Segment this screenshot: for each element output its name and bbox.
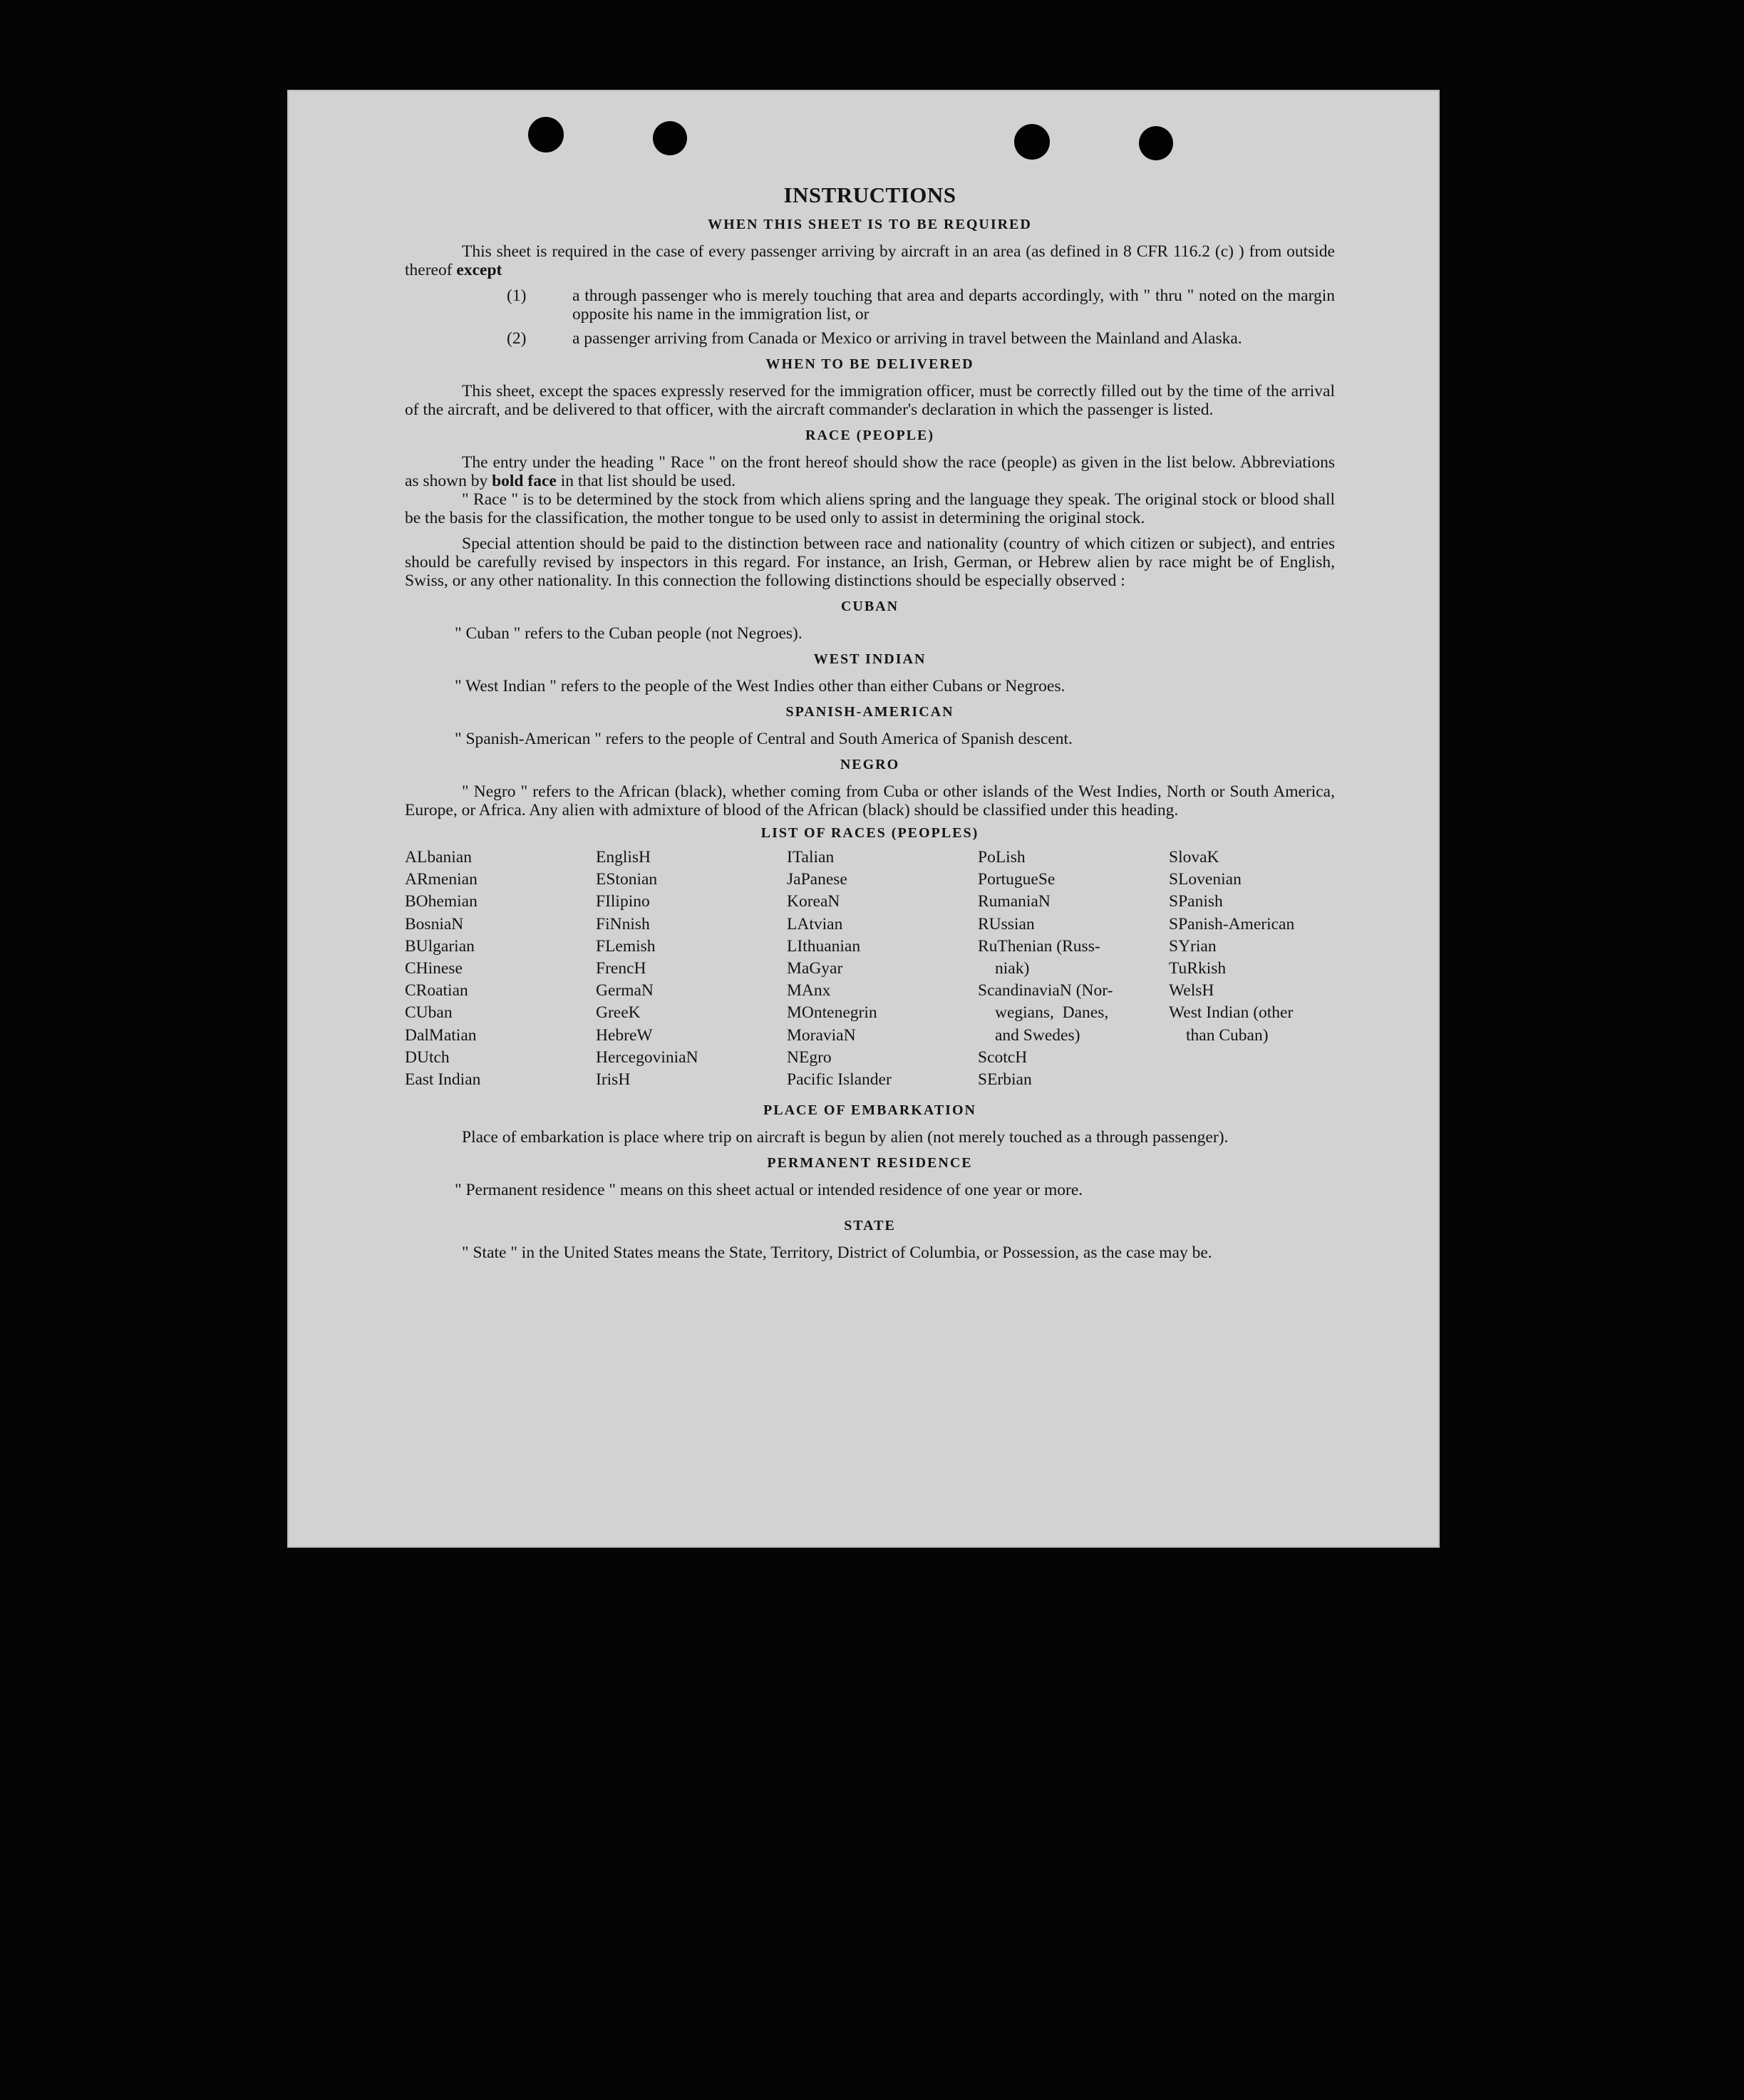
para-spanish-american: " Spanish-American " refers to the people of Central and South America of Spanish descent.	[455, 730, 1073, 748]
race-entry: RuThenian (Russ-	[978, 936, 1100, 956]
para-negro: " Negro " refers to the African (black), whether coming from Cuba or other islands of the West Indies, North or South America, Europe, or Africa. Any alien with admixture of blood of the African (black) should be classified under this heading.	[405, 782, 1335, 819]
race-entry: JaPanese	[787, 870, 847, 889]
races-column-3	[787, 847, 978, 1091]
race-entry: FIlipino	[596, 892, 650, 911]
heading-required: WHEN THIS SHEET IS TO BE REQUIRED	[708, 217, 1032, 232]
para-embarkation: Place of embarkation is place where trip on aircraft is begun by alien (not merely touched as a through passenger).	[462, 1128, 1229, 1147]
heading-west-indian: WEST INDIAN	[813, 651, 927, 667]
para-west-indian: " West Indian " refers to the people of the West Indies other than either Cubans or Negroes.	[455, 677, 1066, 695]
heading-embarkation: PLACE OF EMBARKATION	[763, 1102, 976, 1119]
para-race-1-end: in that list should be used.	[556, 472, 736, 490]
race-entry: MAnx	[787, 981, 831, 1000]
race-entry: East Indian	[405, 1070, 481, 1090]
item-text: a passenger arriving from Canada or Mexico or arriving in travel between the Mainland and Alaska.	[572, 329, 1242, 348]
race-entry: WelsH	[1169, 981, 1214, 1000]
exception-item-2	[405, 329, 1335, 348]
race-entry-continued: niak)	[995, 959, 1030, 978]
document-sheet	[287, 90, 1440, 1548]
race-entry: SlovaK	[1169, 848, 1219, 867]
heading-negro: NEGRO	[840, 757, 900, 772]
punch-hole	[1014, 124, 1050, 160]
para-race-3: Special attention should be paid to the distinction between race and nationality (country of which citizen or subject), and entries should be carefully revised by inspectors in this regard. For instance, an Irish, German, or Hebrew alien by race might be of English, Swiss, or any other nationality. In this connection the following distinctions should be especially observed :	[405, 534, 1335, 590]
race-entry: IrisH	[596, 1070, 631, 1090]
race-entry: PoLish	[978, 848, 1026, 867]
race-entry: CUban	[405, 1003, 453, 1023]
race-entry: SYrian	[1169, 936, 1217, 956]
punch-hole	[1139, 126, 1173, 160]
para-required	[405, 242, 1335, 279]
para-required-except: except	[456, 261, 502, 279]
heading-state: STATE	[844, 1218, 896, 1234]
para-race-1-bold: bold face	[492, 472, 557, 490]
race-entry: DalMatian	[405, 1025, 477, 1045]
race-entry: RumaniaN	[978, 892, 1051, 911]
race-entry: RUssian	[978, 914, 1035, 933]
heading-race: RACE (PEOPLE)	[805, 428, 934, 443]
races-column-5	[1169, 847, 1335, 1091]
race-entry: SPanish	[1169, 892, 1223, 911]
race-entry: SErbian	[978, 1070, 1032, 1090]
race-entry: MOntenegrin	[787, 1003, 877, 1023]
para-state: " State " in the United States means the State, Territory, District of Columbia, or Possession, as the case may be.	[462, 1243, 1212, 1263]
race-entry: BosniaN	[405, 914, 464, 933]
race-entry: CRoatian	[405, 981, 468, 1000]
race-entry: ScotcH	[978, 1048, 1028, 1067]
race-entry: FrencH	[596, 959, 646, 978]
race-entry: LAtvian	[787, 914, 843, 933]
race-entry: ITalian	[787, 848, 835, 867]
document-body	[405, 182, 1335, 1262]
heading-spanish-american: SPANISH-AMERICAN	[785, 704, 954, 720]
heading-cuban: CUBAN	[840, 599, 899, 614]
race-entry: ScandinaviaN (Nor-	[978, 981, 1113, 1000]
race-entry: HercegoviniaN	[596, 1048, 698, 1067]
race-entry: EStonian	[596, 870, 658, 889]
race-entry: SLovenian	[1169, 870, 1242, 889]
heading-delivered: WHEN TO BE DELIVERED	[765, 356, 974, 372]
document-title: INSTRUCTIONS	[783, 182, 956, 207]
race-entry: PortugueSe	[978, 870, 1056, 889]
races-list	[405, 847, 1335, 1091]
para-race-2: " Race " is to be determined by the stock from which aliens spring and the language they speak. The original stock or blood shall be the basis for the classification, the mother tongue to be used only to assist in determining the original stock.	[405, 490, 1335, 527]
para-required-text: This sheet is required in the case of every passenger arriving by aircraft in an area (as defined in 8 CFR 116.2 (c) ) from outside thereof	[405, 242, 1335, 279]
race-entry: GreeK	[596, 1003, 641, 1023]
race-entry: TuRkish	[1169, 959, 1227, 978]
race-entry-continued: wegians, Danes,	[995, 1003, 1109, 1023]
punch-hole	[528, 117, 564, 152]
race-entry: CHinese	[405, 959, 463, 978]
item-text: a through passenger who is merely touching that area and departs accordingly, with " thru " noted on the margin opposite his name in the immigration list, or	[572, 286, 1335, 324]
race-entry: DUtch	[405, 1048, 450, 1067]
races-column-1	[405, 847, 596, 1091]
race-entry: FLemish	[596, 936, 656, 956]
race-entry: ALbanian	[405, 848, 472, 867]
para-cuban: " Cuban " refers to the Cuban people (not Negroes).	[455, 624, 803, 643]
para-race-1-text: The entry under the heading " Race " on the front hereof should show the race (people) as given in the list below. Abbreviations as shown by	[405, 453, 1335, 490]
race-entry: EnglisH	[596, 848, 651, 867]
race-entry: LIthuanian	[787, 936, 861, 956]
races-column-2	[596, 847, 787, 1091]
punch-hole	[653, 121, 687, 155]
races-column-4	[978, 847, 1169, 1091]
race-entry: West Indian (other	[1169, 1003, 1294, 1023]
para-delivered: This sheet, except the spaces expressly reserved for the immigration officer, must be correctly filled out by the time of the arrival of the aircraft, and be delivered to that officer, with the aircraft commander's declaration in which the passenger is listed.	[405, 382, 1335, 419]
race-entry: HebreW	[596, 1025, 653, 1045]
race-entry: BOhemian	[405, 892, 478, 911]
heading-list-of-races: LIST OF RACES (PEOPLES)	[760, 825, 979, 841]
race-entry: SPanish-American	[1169, 914, 1295, 933]
race-entry-continued: and Swedes)	[995, 1025, 1080, 1045]
race-entry: ARmenian	[405, 870, 478, 889]
item-number: (1)	[507, 286, 527, 305]
race-entry: MoraviaN	[787, 1025, 856, 1045]
para-race-1	[405, 453, 1335, 490]
race-entry: FiNnish	[596, 914, 650, 933]
item-number: (2)	[507, 329, 527, 348]
race-entry-continued: than Cuban)	[1186, 1025, 1269, 1045]
race-entry: Pacific Islander	[787, 1070, 892, 1090]
race-entry: BUlgarian	[405, 936, 475, 956]
para-residence: " Permanent residence " means on this sheet actual or intended residence of one year or more.	[455, 1181, 1083, 1200]
race-entry: GermaN	[596, 981, 654, 1000]
race-entry: KoreaN	[787, 892, 840, 911]
heading-residence: PERMANENT RESIDENCE	[767, 1155, 973, 1171]
race-entry: MaGyar	[787, 959, 843, 978]
race-entry: NEgro	[787, 1048, 832, 1067]
exception-item-1	[405, 286, 1335, 324]
